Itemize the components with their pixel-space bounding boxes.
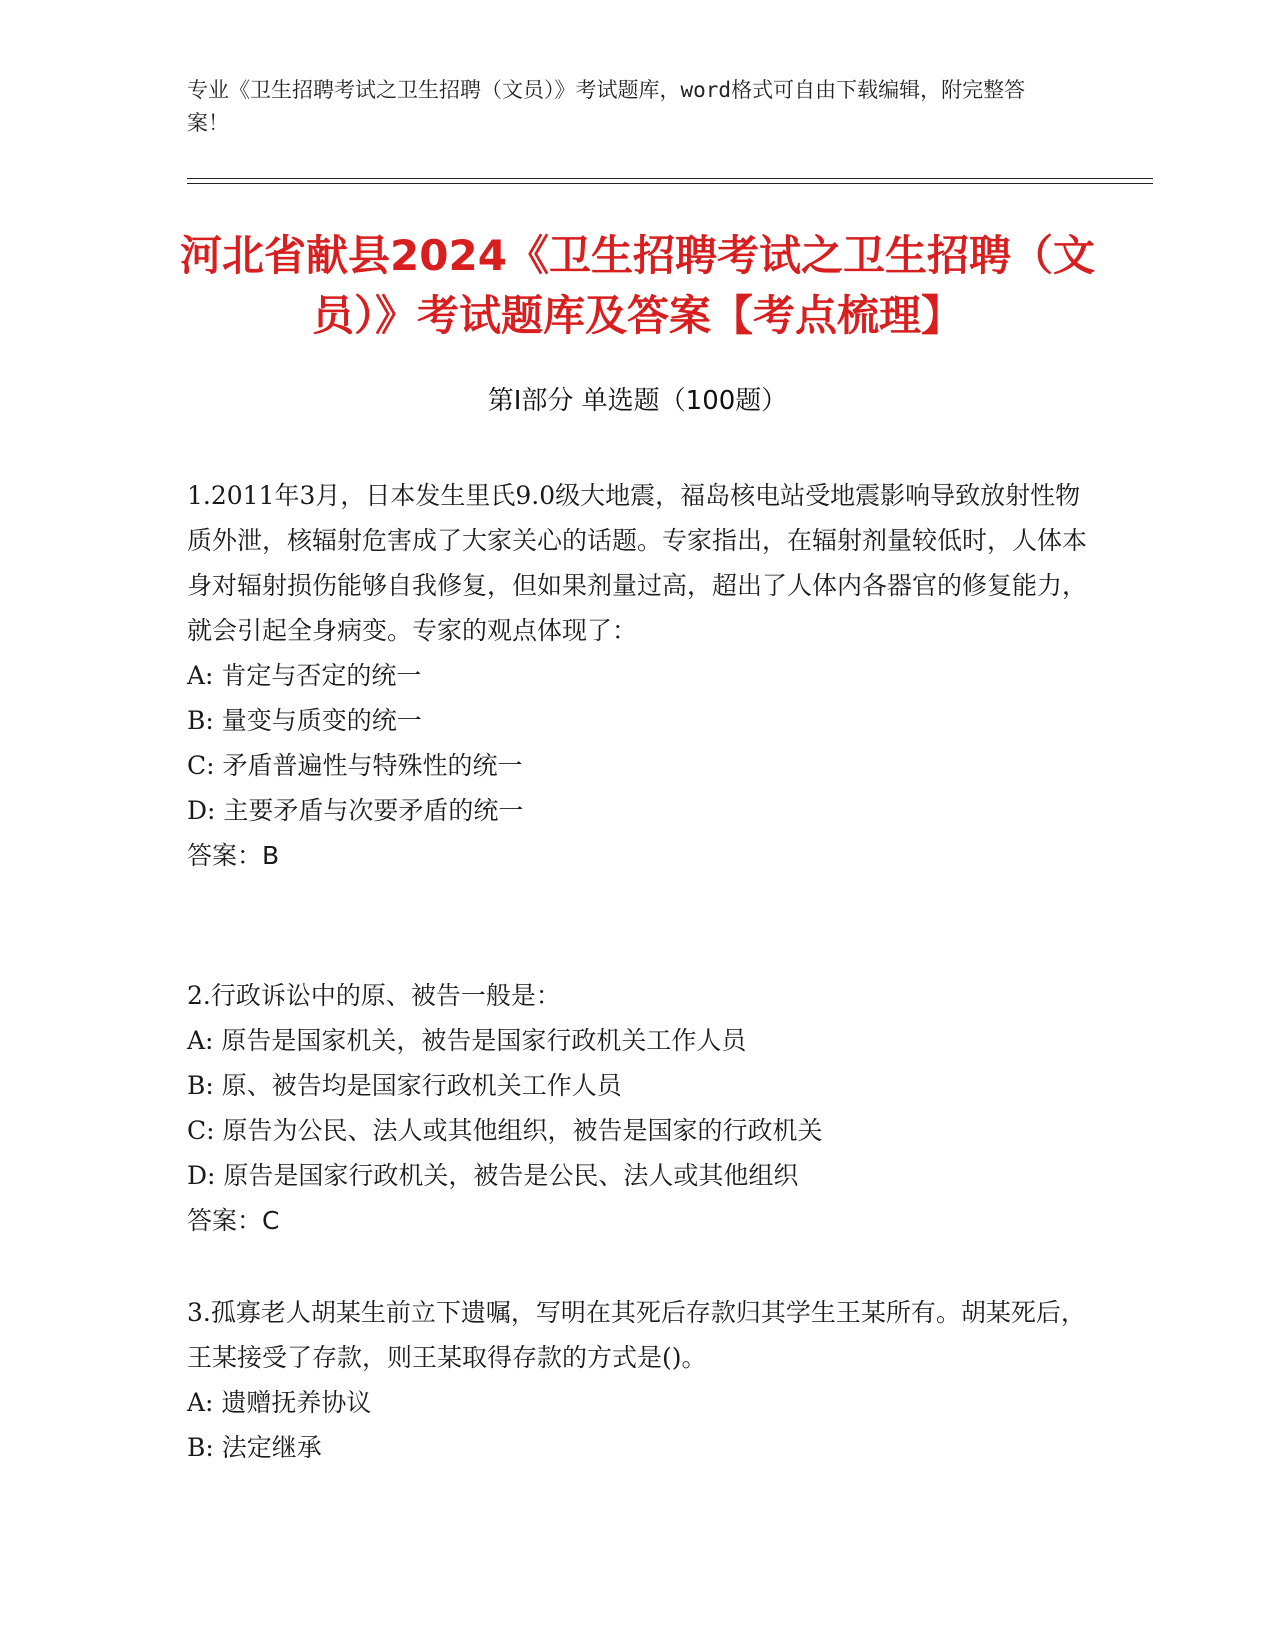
question-stem: 1.2011年3月，日本发生里氏9.0级大地震，福岛核电站受地震影响导致放射性物质外泄，核辐射危害成了大家关心的话题。专家指出，在辐射剂量较低时，人体本身对辐射损伤能够自我修复，但如果剂量过高，超出了人体内各器官的修复能力，就会引起全身病变。专家的观点体现了：	[187, 481, 1088, 645]
option-d: D: 主要矛盾与次要矛盾的统一	[187, 796, 524, 825]
option-c: C: 原告为公民、法人或其他组织，被告是国家的行政机关	[187, 1116, 823, 1145]
option-a: A: 遗赠抚养协议	[187, 1388, 372, 1417]
section-title: 第Ⅰ部分 单选题（100题）	[487, 386, 788, 416]
question-stem: 2.行政诉讼中的原、被告一般是：	[187, 981, 561, 1010]
option-b: B: 法定继承	[187, 1433, 322, 1462]
option-c: C: 矛盾普遍性与特殊性的统一	[187, 751, 523, 780]
answer: 答案：C	[187, 1206, 280, 1235]
header-divider-bottom	[187, 183, 1153, 184]
document-title: 河北省献县2024《卫生招聘考试之卫生招聘（文员）》考试题库及答案【考点梳理】	[180, 231, 1095, 340]
question-2	[187, 973, 1087, 1243]
option-b: B: 原、被告均是国家行政机关工作人员	[187, 1071, 622, 1100]
question-3	[187, 1290, 1087, 1470]
question-1	[187, 473, 1087, 878]
option-b: B: 量变与质变的统一	[187, 706, 422, 735]
option-d: D: 原告是国家行政机关，被告是公民、法人或其他组织	[187, 1161, 799, 1190]
header-divider-top	[187, 178, 1153, 179]
option-a: A: 原告是国家机关，被告是国家行政机关工作人员	[187, 1026, 747, 1055]
answer: 答案：B	[187, 841, 280, 870]
question-stem: 3.孤寡老人胡某生前立下遗嘱，写明在其死后存款归其学生王某所有。胡某死后，王某接受了存款，则王某取得存款的方式是()。	[187, 1298, 1086, 1372]
header-note: 专业《卫生招聘考试之卫生招聘（文员）》考试题库，word格式可自由下载编辑，附完整答案！	[187, 78, 1026, 135]
option-a: A: 肯定与否定的统一	[187, 661, 422, 690]
